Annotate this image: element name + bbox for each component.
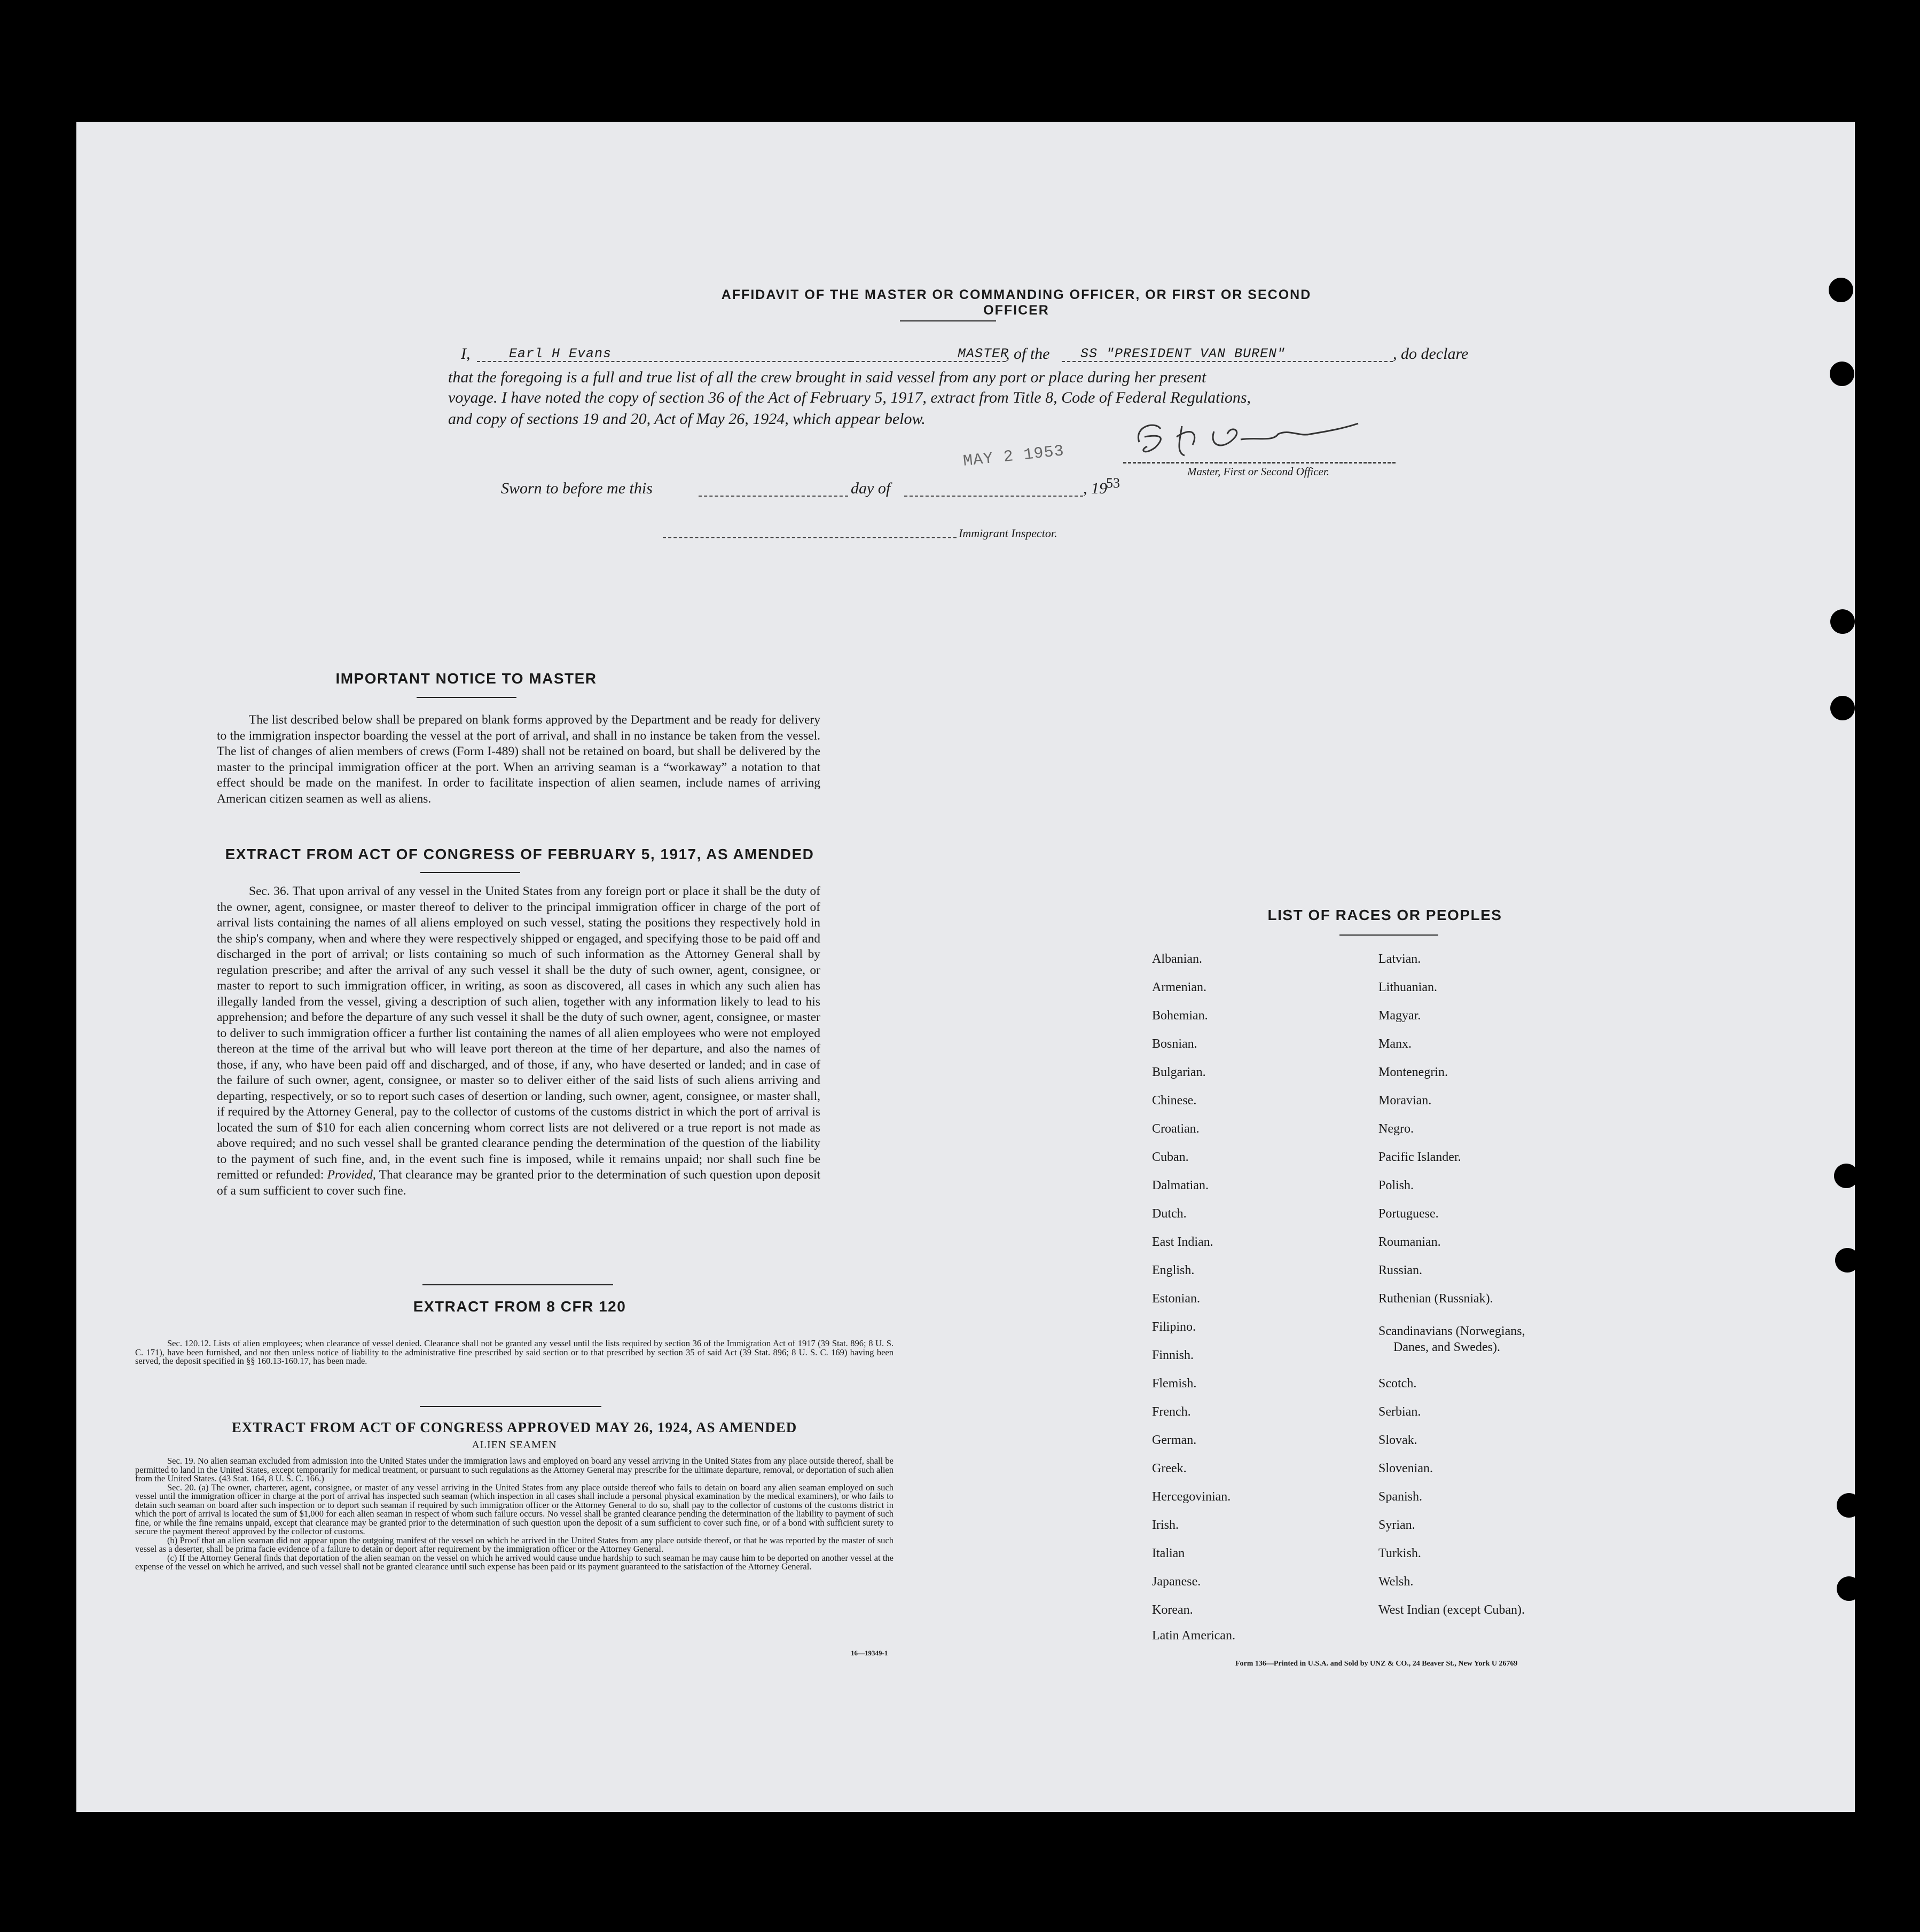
extract-1924-title: EXTRACT FROM ACT OF CONGRESS APPROVED MAY 26, 1924, AS AMENDED bbox=[231, 1419, 797, 1435]
affidavit-prefix: I, bbox=[461, 345, 471, 363]
race-item: Negro. bbox=[1378, 1122, 1414, 1136]
race-item: German. bbox=[1152, 1433, 1197, 1447]
separator-rule-2 bbox=[420, 1406, 601, 1407]
race-item: Serbian. bbox=[1378, 1405, 1421, 1419]
sec19-text: Sec. 19. No alien seaman excluded from admission into the United States under the immigration laws and employed on board any vessel arriving in the United States from any place outside thereof, shall be permitted to land in the United States, except temporarily for medical treatment, or pursuant to such regulations as the Attorney General may prescribe for the ultimate departure, removal, or deportation of such alien from the United States. (43 Stat. 164, 8 U. S. C. 166.) bbox=[135, 1456, 894, 1483]
race-item: Scotch. bbox=[1378, 1377, 1417, 1391]
year-value: 53 bbox=[1106, 475, 1120, 491]
race-item: Manx. bbox=[1378, 1037, 1412, 1051]
signature-image bbox=[1118, 405, 1396, 469]
affidavit-title: AFFIDAVIT OF THE MASTER OR COMMANDING OFFICER, OR FIRST OR SECOND OFFICER bbox=[721, 287, 1312, 318]
punch-hole bbox=[1835, 1248, 1860, 1273]
month-blank bbox=[904, 496, 1083, 497]
extract-1917-title: EXTRACT FROM ACT OF CONGRESS OF FEBRUARY 5, 1917, AS AMENDED bbox=[225, 846, 814, 862]
race-item: Magyar. bbox=[1378, 1009, 1421, 1023]
race-item: Croatian. bbox=[1152, 1122, 1200, 1136]
race-item: Slovenian. bbox=[1378, 1462, 1433, 1475]
race-item: Dalmatian. bbox=[1152, 1179, 1209, 1192]
affidavit-line2: that the foregoing is a full and true list of all the crew brought in said vessel from any port or place during her present bbox=[448, 368, 1206, 386]
notice-body: The list described below shall be prepared on blank forms approved by the Department and be ready for delivery to the immigration inspector boarding the vessel at the port of arrival, and shall in no instance be taken from the vessel. The list of changes of alien members of crews (Form I-489) shall not be retained on board, but shall be delivered by the master to the principal immigration officer at the port. When an arriving seaman is a “workaway” a notation to that effect should be made on the manifest. In order to facilitate inspection of alien seamen, include names of arriving American citizen seamen as well as aliens. bbox=[217, 713, 820, 806]
notice-rule bbox=[417, 697, 516, 698]
extract-1924-subtitle: ALIEN SEAMEN bbox=[472, 1439, 557, 1451]
race-item: Russian. bbox=[1378, 1263, 1423, 1277]
master-rank: MASTER bbox=[958, 346, 1009, 362]
race-item: West Indian (except Cuban). bbox=[1378, 1603, 1525, 1617]
race-item: Portuguese. bbox=[1378, 1207, 1439, 1221]
race-item: Montenegrin. bbox=[1378, 1065, 1448, 1079]
date-stamp: MAY 2 1953 bbox=[962, 442, 1065, 471]
sworn-text: Sworn to before me this bbox=[501, 480, 653, 497]
race-item: Polish. bbox=[1378, 1179, 1414, 1192]
race-item: Lithuanian. bbox=[1378, 980, 1437, 994]
declare-text: , do declare bbox=[1393, 345, 1469, 363]
inspector-label: Immigrant Inspector. bbox=[959, 527, 1057, 540]
race-item: French. bbox=[1152, 1405, 1191, 1419]
form-code: 16—19349-1 bbox=[851, 1649, 888, 1657]
race-item: Welsh. bbox=[1378, 1575, 1414, 1589]
race-item: Scandinavians (Norwegians, bbox=[1378, 1324, 1525, 1338]
race-item: Bulgarian. bbox=[1152, 1065, 1206, 1079]
race-item: Flemish. bbox=[1152, 1377, 1197, 1391]
affidavit-line1 bbox=[461, 345, 1540, 366]
affidavit-line3: voyage. I have noted the copy of section 36 of the Act of February 5, 1917, extract from Title 8, Code of Federal Regulations, bbox=[448, 389, 1251, 406]
race-item: Spanish. bbox=[1378, 1490, 1423, 1504]
year-prefix: , 19 bbox=[1083, 480, 1107, 497]
punch-hole bbox=[1830, 609, 1855, 634]
extract-1917-rule bbox=[420, 872, 520, 873]
punch-hole bbox=[1837, 1493, 1861, 1518]
race-item: Moravian. bbox=[1378, 1094, 1432, 1108]
sec20a-text: Sec. 20. (a) The owner, charterer, agent, consignee, or master of any vessel arriving in the United States from any place outside thereof who fails to detain on board any alien seaman employed on such vessel until the immigration officer in charge at the port of arrival has inspected such seaman (which inspection in all cases shall include a personal physical examination by the medical examiners), or who fails to detain such seaman on board after such inspection or to deport such seaman if required by such immigration officer or the Attorney General to do so, shall pay to the collector of customs of the customs district in which the port of arrival is located the sum of $1,000 for each alien seaman in respect of whom such failure occurs. No vessel shall be granted clearance pending the determination of the liability to payment of such fine, or while the fine remains unpaid, except that clearance may be granted prior to the determination of such question upon the deposit of a sum sufficient to cover such fine, or of a bond with sufficient surety to secure the payment thereof approved by the collector of customs. bbox=[135, 1482, 894, 1536]
separator-rule-1 bbox=[422, 1284, 613, 1285]
extract-1924-body bbox=[135, 1457, 894, 1572]
cfr-body: Sec. 120.12. Lists of alien employees; when clearance of vessel denied. Clearance shall not be granted any vessel until the lists required by section 36 of the Immigration Act of 1917 (39 Stat. 896; 8 U. S. C. 171), have been furnished, and not then unless notice of liability to the administrative fine prescribed by said section or to that prescribed by section 35 of said Act (39 Stat. 896; 8 U. S. C. 169) having been served, the deposit specified in §§ 160.13-160.17, has been made. bbox=[135, 1338, 894, 1366]
cfr-title: EXTRACT FROM 8 CFR 120 bbox=[413, 1298, 626, 1315]
punch-hole bbox=[1834, 1164, 1859, 1188]
race-item: Italian bbox=[1152, 1546, 1185, 1560]
race-item: Hercegovinian. bbox=[1152, 1490, 1231, 1504]
title-rule bbox=[900, 320, 996, 321]
day-blank bbox=[699, 496, 848, 497]
signature-line bbox=[1123, 462, 1396, 464]
race-item: Ruthenian (Russniak). bbox=[1378, 1292, 1493, 1306]
race-item: Albanian. bbox=[1152, 952, 1202, 966]
race-item: Korean. bbox=[1152, 1603, 1193, 1617]
day-of-text: day of bbox=[851, 480, 891, 497]
vessel-name: SS "PRESIDENT VAN BUREN" bbox=[1080, 346, 1286, 362]
race-item: Cuban. bbox=[1152, 1150, 1189, 1164]
sec20c-text: (c) If the Attorney General finds that deportation of the alien seaman on the vessel on which he arrived would cause undue hardship to such seaman he may cause him to be deported on another vessel at the expense of the vessel on which he arrived, and such vessel shall not be granted clearance until such expense has been paid or its payment guaranteed to the satisfaction of the Attorney General. bbox=[135, 1552, 894, 1572]
race-item: Irish. bbox=[1152, 1518, 1179, 1532]
race-item: Armenian. bbox=[1152, 980, 1206, 994]
provided-word: Provided, bbox=[327, 1168, 376, 1182]
race-item: Bohemian. bbox=[1152, 1009, 1208, 1023]
sworn-line bbox=[501, 475, 1249, 501]
race-item: Finnish. bbox=[1152, 1348, 1194, 1362]
punch-hole bbox=[1837, 1576, 1861, 1601]
race-item: Bosnian. bbox=[1152, 1037, 1197, 1051]
race-item: Pacific Islander. bbox=[1378, 1150, 1461, 1164]
sec20b-text: (b) Proof that an alien seaman did not appear upon the outgoing manifest of the vessel on which he arrived in the United States from any place outside thereof, or that he was reported by the master of such vessel as a deserter, shall be prima facie evidence of a failure to detain or deport after requirement by the immigration officer or the Attorney General. bbox=[135, 1535, 894, 1554]
race-item: Turkish. bbox=[1378, 1546, 1421, 1560]
master-label: Master, First or Second Officer. bbox=[1187, 465, 1329, 478]
sec36-text-end: That clearance may be granted prior to the determination of such question upon deposit of a sum sufficient to cover such fine. bbox=[217, 1168, 821, 1198]
race-item: Latin American. bbox=[1152, 1629, 1235, 1643]
punch-hole bbox=[1830, 362, 1854, 386]
punch-hole bbox=[1830, 696, 1855, 720]
races-rule bbox=[1339, 934, 1438, 936]
notice-title: IMPORTANT NOTICE TO MASTER bbox=[335, 670, 597, 687]
race-item: English. bbox=[1152, 1263, 1195, 1277]
master-name: Earl H Evans bbox=[509, 346, 612, 362]
of-the-text: , of the bbox=[1006, 345, 1050, 363]
race-item: Danes, and Swedes). bbox=[1393, 1340, 1500, 1354]
race-item: Latvian. bbox=[1378, 952, 1421, 966]
race-item: Slovak. bbox=[1378, 1433, 1417, 1447]
inspector-line bbox=[663, 537, 957, 538]
race-item: Syrian. bbox=[1378, 1518, 1415, 1532]
race-item: Estonian. bbox=[1152, 1292, 1200, 1306]
race-item: Chinese. bbox=[1152, 1094, 1197, 1108]
race-item: East Indian. bbox=[1152, 1235, 1213, 1249]
sec36-label: Sec. 36. bbox=[249, 884, 289, 898]
affidavit-line4: and copy of sections 19 and 20, Act of May 26, 1924, which appear below. bbox=[448, 410, 926, 428]
race-item: Japanese. bbox=[1152, 1575, 1201, 1589]
race-item: Dutch. bbox=[1152, 1207, 1187, 1221]
race-item: Greek. bbox=[1152, 1462, 1187, 1475]
form-footer: Form 136—Printed in U.S.A. and Sold by UNZ & CO., 24 Beaver St., New York U 26769 bbox=[1235, 1660, 1518, 1668]
races-title: LIST OF RACES OR PEOPLES bbox=[1267, 907, 1502, 923]
sec36-text: That upon arrival of any vessel in the United States from any foreign port or place it shall be the duty of the owner, agent, consignee, or master thereof to deliver to the principal immigration officer in charge of the port of arrival lists containing the names of all aliens employed on such vessel, stating the positions they respectively hold in the ship's company, when and where they were respectively shipped or engaged, and specifying those to be paid off and discharged in the port of arrival; or lists containing so much of such information as the Attorney General shall by regulation prescribe; and after the arrival of any such vessel it shall be the duty of such owner, agent, consignee, or master to report to such immigration officer, in writing, as soon as discovered, all cases in which any such alien has illegally landed from the vessel, giving a description of such alien, together with any information likely to lead to his apprehension; and before the departure of any such vessel it shall be the duty of such owner, agent, consignee, or master to deliver to such immigration officer a further list containing the names of all alien employees who were not employed thereon at the time of the arrival but who will leave port thereon at the time of her departure, and also the names of those, if any, who have been paid off and discharged, and of those, if any, who have deserted or landed; and in case of the failure of such owner, agent, consignee, or master so to deliver either of the said lists of such aliens arriving and departing, respectively, or so to report such cases of desertion or landing, such owner, agent, consignee, or master shall, if required by the Attorney General, pay to the collector of customs of the customs district in which the port of arrival is located the sum of $10 for each alien concerning whom correct lists are not delivered or a true report is not made as above required; and no such vessel shall be granted clearance pending the determination of the question of the liability to the payment of such fine, and, in the event such fine is imposed, while it remains unpaid; nor shall such fine be remitted or refunded: bbox=[217, 884, 821, 1182]
race-item: Roumanian. bbox=[1378, 1235, 1441, 1249]
punch-hole bbox=[1829, 278, 1853, 302]
extract-1917-body bbox=[217, 884, 820, 1199]
race-item: Filipino. bbox=[1152, 1320, 1196, 1334]
document-page bbox=[76, 122, 1855, 1812]
